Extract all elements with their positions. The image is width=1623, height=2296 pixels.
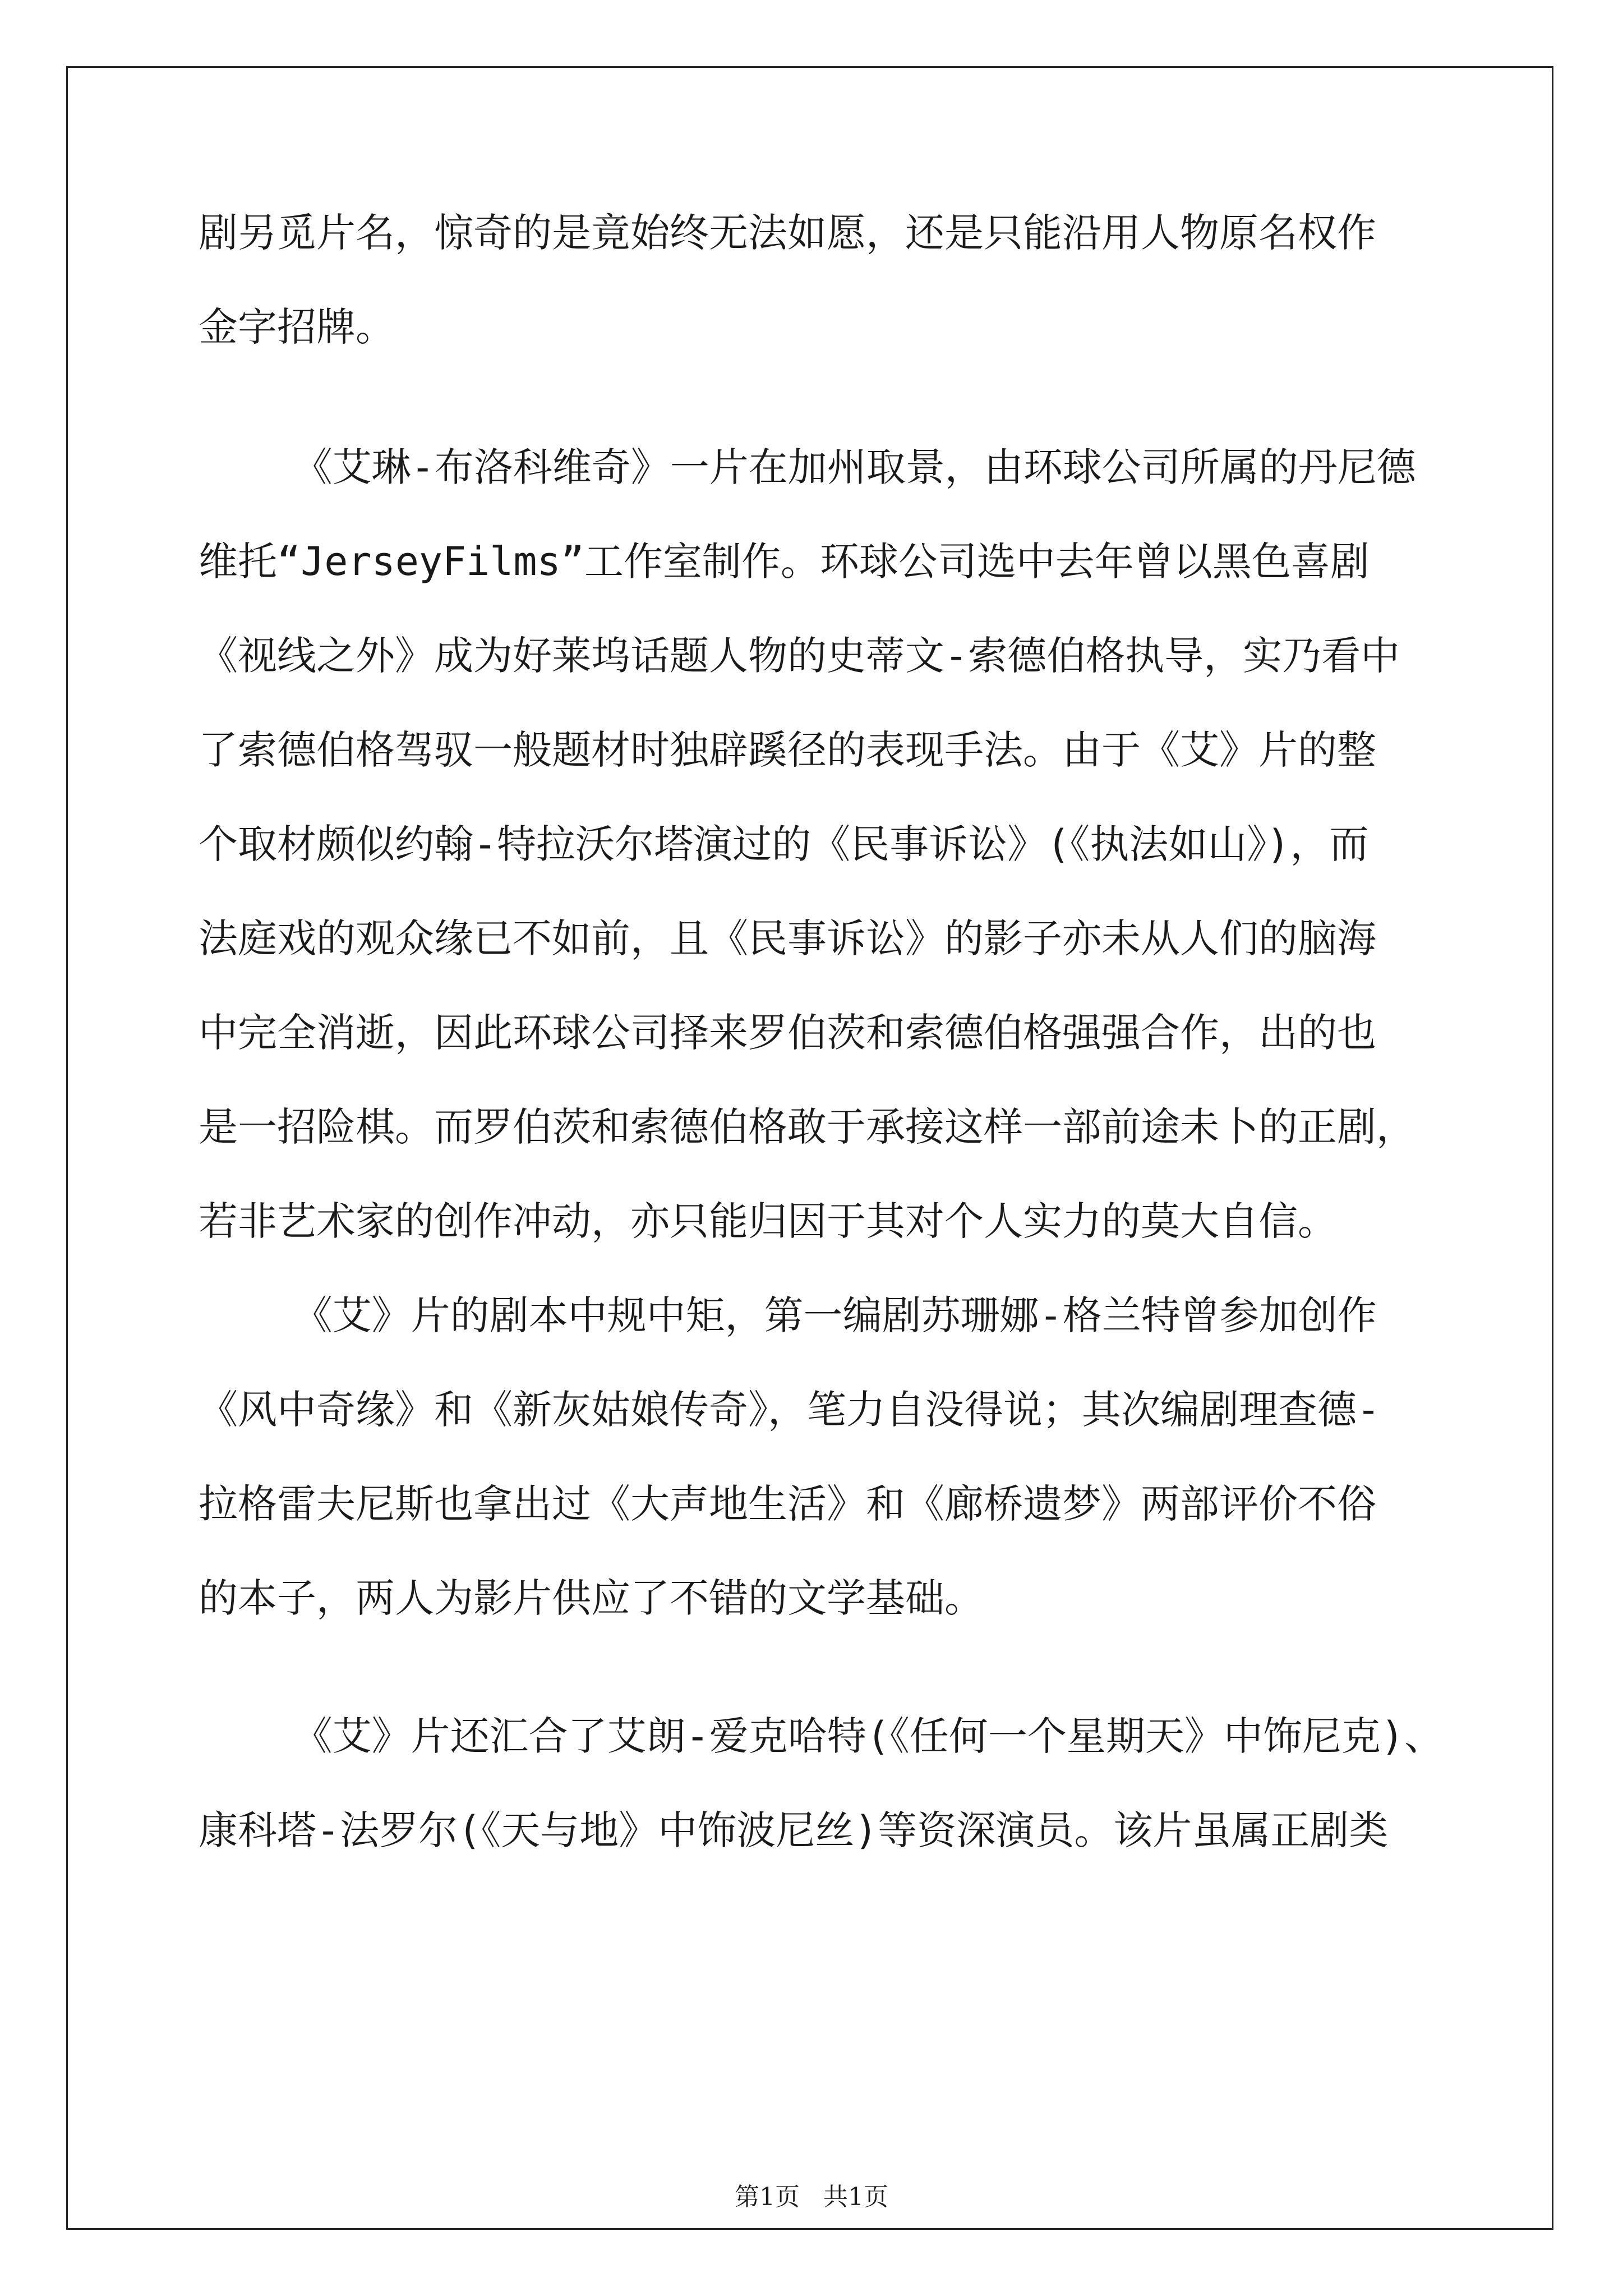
text-line: 《风中奇缘》和《新灰姑娘传奇》，笔力自没得说；其次编剧理查德- xyxy=(199,1387,1381,1433)
text-line: 法庭戏的观众缘已不如前，且《民事诉讼》的影子亦未从人们的脑海 xyxy=(199,915,1376,961)
text-line: 个取材颇似约翰-特拉沃尔塔演过的《民事诉讼》(《执法如山》)，而 xyxy=(199,821,1369,867)
text-line: 拉格雷夫尼斯也拿出过《大声地生活》和《廊桥遗梦》两部评价不俗 xyxy=(199,1481,1376,1527)
page-footer: 第1页 共1页 xyxy=(735,2183,888,2211)
text-line: 是一招险棋。而罗伯茨和索德伯格敢于承接这样一部前途未卜的正剧， xyxy=(199,1104,1415,1150)
text-line: 《视线之外》成为好莱坞话题人物的史蒂文-索德伯格执导，实乃看中 xyxy=(199,633,1400,679)
text-line: 《艾》片还汇合了艾朗-爱克哈特(《任何一个星期天》中饰尼克)、 xyxy=(199,1713,1444,1759)
text-line: 中完全消逝，因此环球公司择来罗伯茨和索德伯格强强合作，出的也 xyxy=(199,1010,1376,1056)
text-line: 若非艺术家的创作冲动，亦只能归因于其对个人实力的莫大自信。 xyxy=(199,1198,1337,1244)
text-line: 《艾琳-布洛科维奇》一片在加州取景，由环球公司所属的丹尼德 xyxy=(199,444,1416,490)
text-line: 剧另觅片名，惊奇的是竟始终无法如愿，还是只能沿用人物原名权作 xyxy=(199,210,1376,256)
text-line: 了索德伯格驾驭一般题材时独辟蹊径的表现手法。由于《艾》片的整 xyxy=(199,727,1376,773)
text-line: 康科塔-法罗尔(《天与地》中饰波尼丝)等资深演员。该片虽属正剧类 xyxy=(199,1807,1389,1853)
text-line: 的本子，两人为影片供应了不错的文学基础。 xyxy=(199,1575,984,1621)
text-line: 《艾》片的剧本中规中矩，第一编剧苏珊娜-格兰特曾参加创作 xyxy=(199,1292,1377,1338)
text-line: 金字招牌。 xyxy=(199,304,395,350)
text-line: 维托“JerseyFilms”工作室制作。环球公司选中去年曾以黑色喜剧 xyxy=(199,539,1370,585)
